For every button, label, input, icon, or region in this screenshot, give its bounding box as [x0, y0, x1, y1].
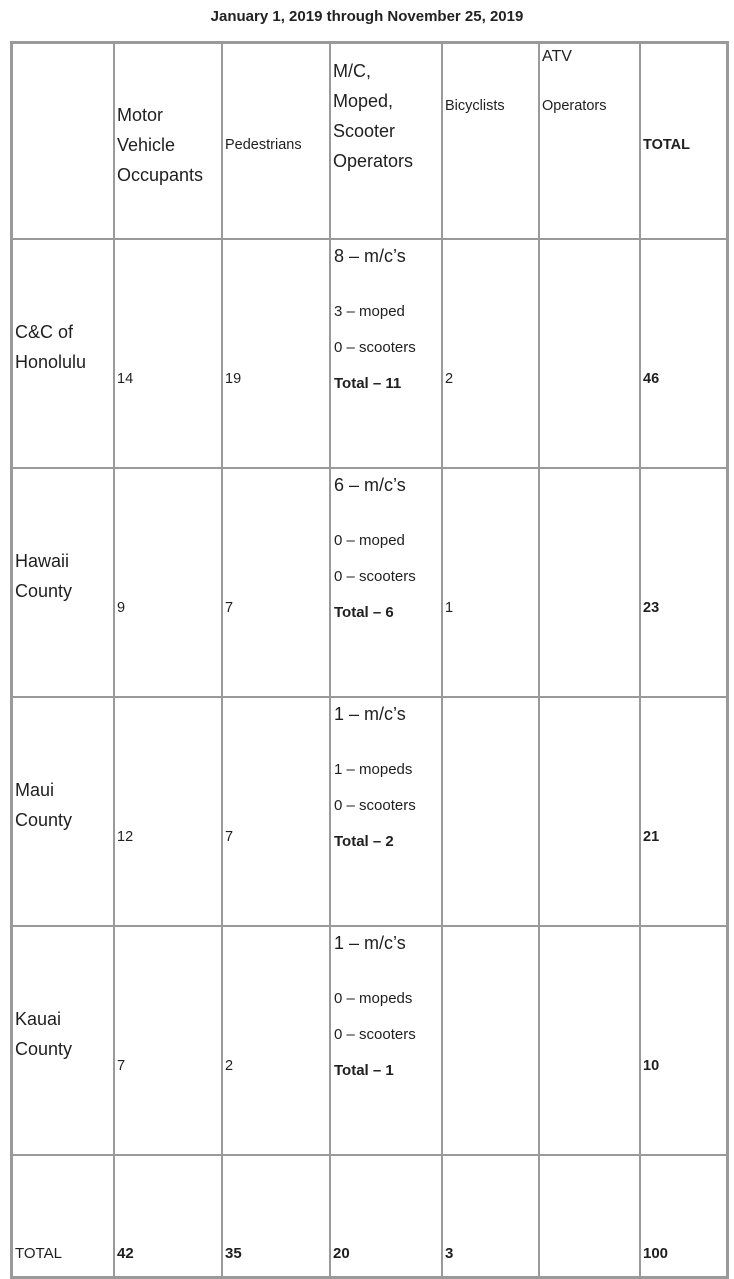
mc-total-line: Total – 6 — [334, 604, 394, 621]
atv-cell — [539, 239, 640, 468]
totals-pedestrians: 35 — [222, 1155, 330, 1277]
header-total: TOTAL — [640, 43, 727, 239]
motor-vehicle-cell: 14 — [114, 239, 222, 468]
totals-label: TOTAL — [12, 1155, 114, 1277]
total-cell: 46 — [640, 239, 727, 468]
mc-total-line: Total – 1 — [334, 1062, 394, 1079]
table-row — [12, 697, 727, 926]
header-pedestrians: Pedestrians — [222, 43, 330, 239]
mc-line: 0 – mopeds — [334, 990, 413, 1007]
header-bicyclists: Bicyclists — [442, 43, 539, 239]
header-text: Scooter — [333, 121, 396, 141]
mc-line: 1 – m/c’s — [334, 704, 406, 724]
mc-cell — [330, 697, 442, 926]
mc-line: 6 – m/c’s — [334, 475, 406, 495]
header-text: Moped, — [333, 91, 394, 111]
mc-line: 1 – mopeds — [334, 761, 413, 778]
header-text: Vehicle — [117, 135, 176, 155]
mc-cell — [330, 239, 442, 468]
total-cell: 10 — [640, 926, 727, 1155]
table-row — [12, 468, 727, 697]
mc-line: 1 – m/c’s — [334, 933, 406, 953]
bicyclists-cell: 1 — [442, 468, 539, 697]
table-row — [12, 239, 727, 468]
row-label-text: Honolulu — [15, 351, 87, 372]
mc-cell — [330, 468, 442, 697]
row-label-text: Maui — [15, 779, 55, 800]
row-label-text: County — [15, 580, 73, 601]
header-atv — [539, 43, 640, 239]
row-label-text: Kauai — [15, 1008, 62, 1029]
motor-vehicle-cell: 9 — [114, 468, 222, 697]
totals-atv — [539, 1155, 640, 1277]
mc-total-line: Total – 11 — [334, 375, 402, 392]
row-label-text: Hawaii — [15, 550, 70, 571]
mc-line: 0 – moped — [334, 532, 405, 549]
mc-line: 0 – scooters — [334, 1026, 416, 1043]
header-text: Motor — [117, 105, 164, 125]
mc-line: 8 – m/c’s — [334, 246, 406, 266]
totals-row — [12, 1155, 727, 1277]
header-text: Occupants — [117, 165, 204, 185]
header-mc — [330, 43, 442, 239]
total-cell: 23 — [640, 468, 727, 697]
bicyclists-cell: 2 — [442, 239, 539, 468]
mc-cell — [330, 926, 442, 1155]
header-motor-vehicle — [114, 43, 222, 239]
mc-line: 0 – scooters — [334, 339, 416, 356]
header-row — [12, 43, 727, 239]
totals-motor-vehicle: 42 — [114, 1155, 222, 1277]
row-label — [12, 697, 114, 926]
row-label-text: C&C of — [15, 321, 74, 342]
mc-total-line: Total – 2 — [334, 833, 394, 850]
page-title: January 1, 2019 through November 25, 2019 — [210, 8, 524, 25]
atv-cell — [539, 926, 640, 1155]
totals-mc: 20 — [330, 1155, 442, 1277]
row-label-text: County — [15, 809, 73, 830]
bicyclists-cell — [442, 697, 539, 926]
pedestrians-cell: 19 — [222, 239, 330, 468]
bicyclists-cell — [442, 926, 539, 1155]
mc-line: 0 – scooters — [334, 797, 416, 814]
header-text: Operators — [542, 98, 607, 114]
row-label-text: County — [15, 1038, 73, 1059]
motor-vehicle-cell: 7 — [114, 926, 222, 1155]
row-label — [12, 468, 114, 697]
header-text: Operators — [333, 151, 414, 171]
row-label — [12, 926, 114, 1155]
table-row — [12, 926, 727, 1155]
total-cell: 21 — [640, 697, 727, 926]
totals-bicyclists: 3 — [442, 1155, 539, 1277]
motor-vehicle-cell: 12 — [114, 697, 222, 926]
mc-line: 3 – moped — [334, 303, 405, 320]
atv-cell — [539, 468, 640, 697]
pedestrians-cell: 2 — [222, 926, 330, 1155]
mc-line: 0 – scooters — [334, 568, 416, 585]
header-blank-cell — [12, 43, 114, 239]
atv-cell — [539, 697, 640, 926]
fatalities-table — [10, 41, 729, 1279]
pedestrians-cell: 7 — [222, 697, 330, 926]
header-text: M/C, — [333, 61, 371, 81]
pedestrians-cell: 7 — [222, 468, 330, 697]
header-text: ATV — [542, 48, 572, 65]
totals-total: 100 — [640, 1155, 727, 1277]
row-label — [12, 239, 114, 468]
